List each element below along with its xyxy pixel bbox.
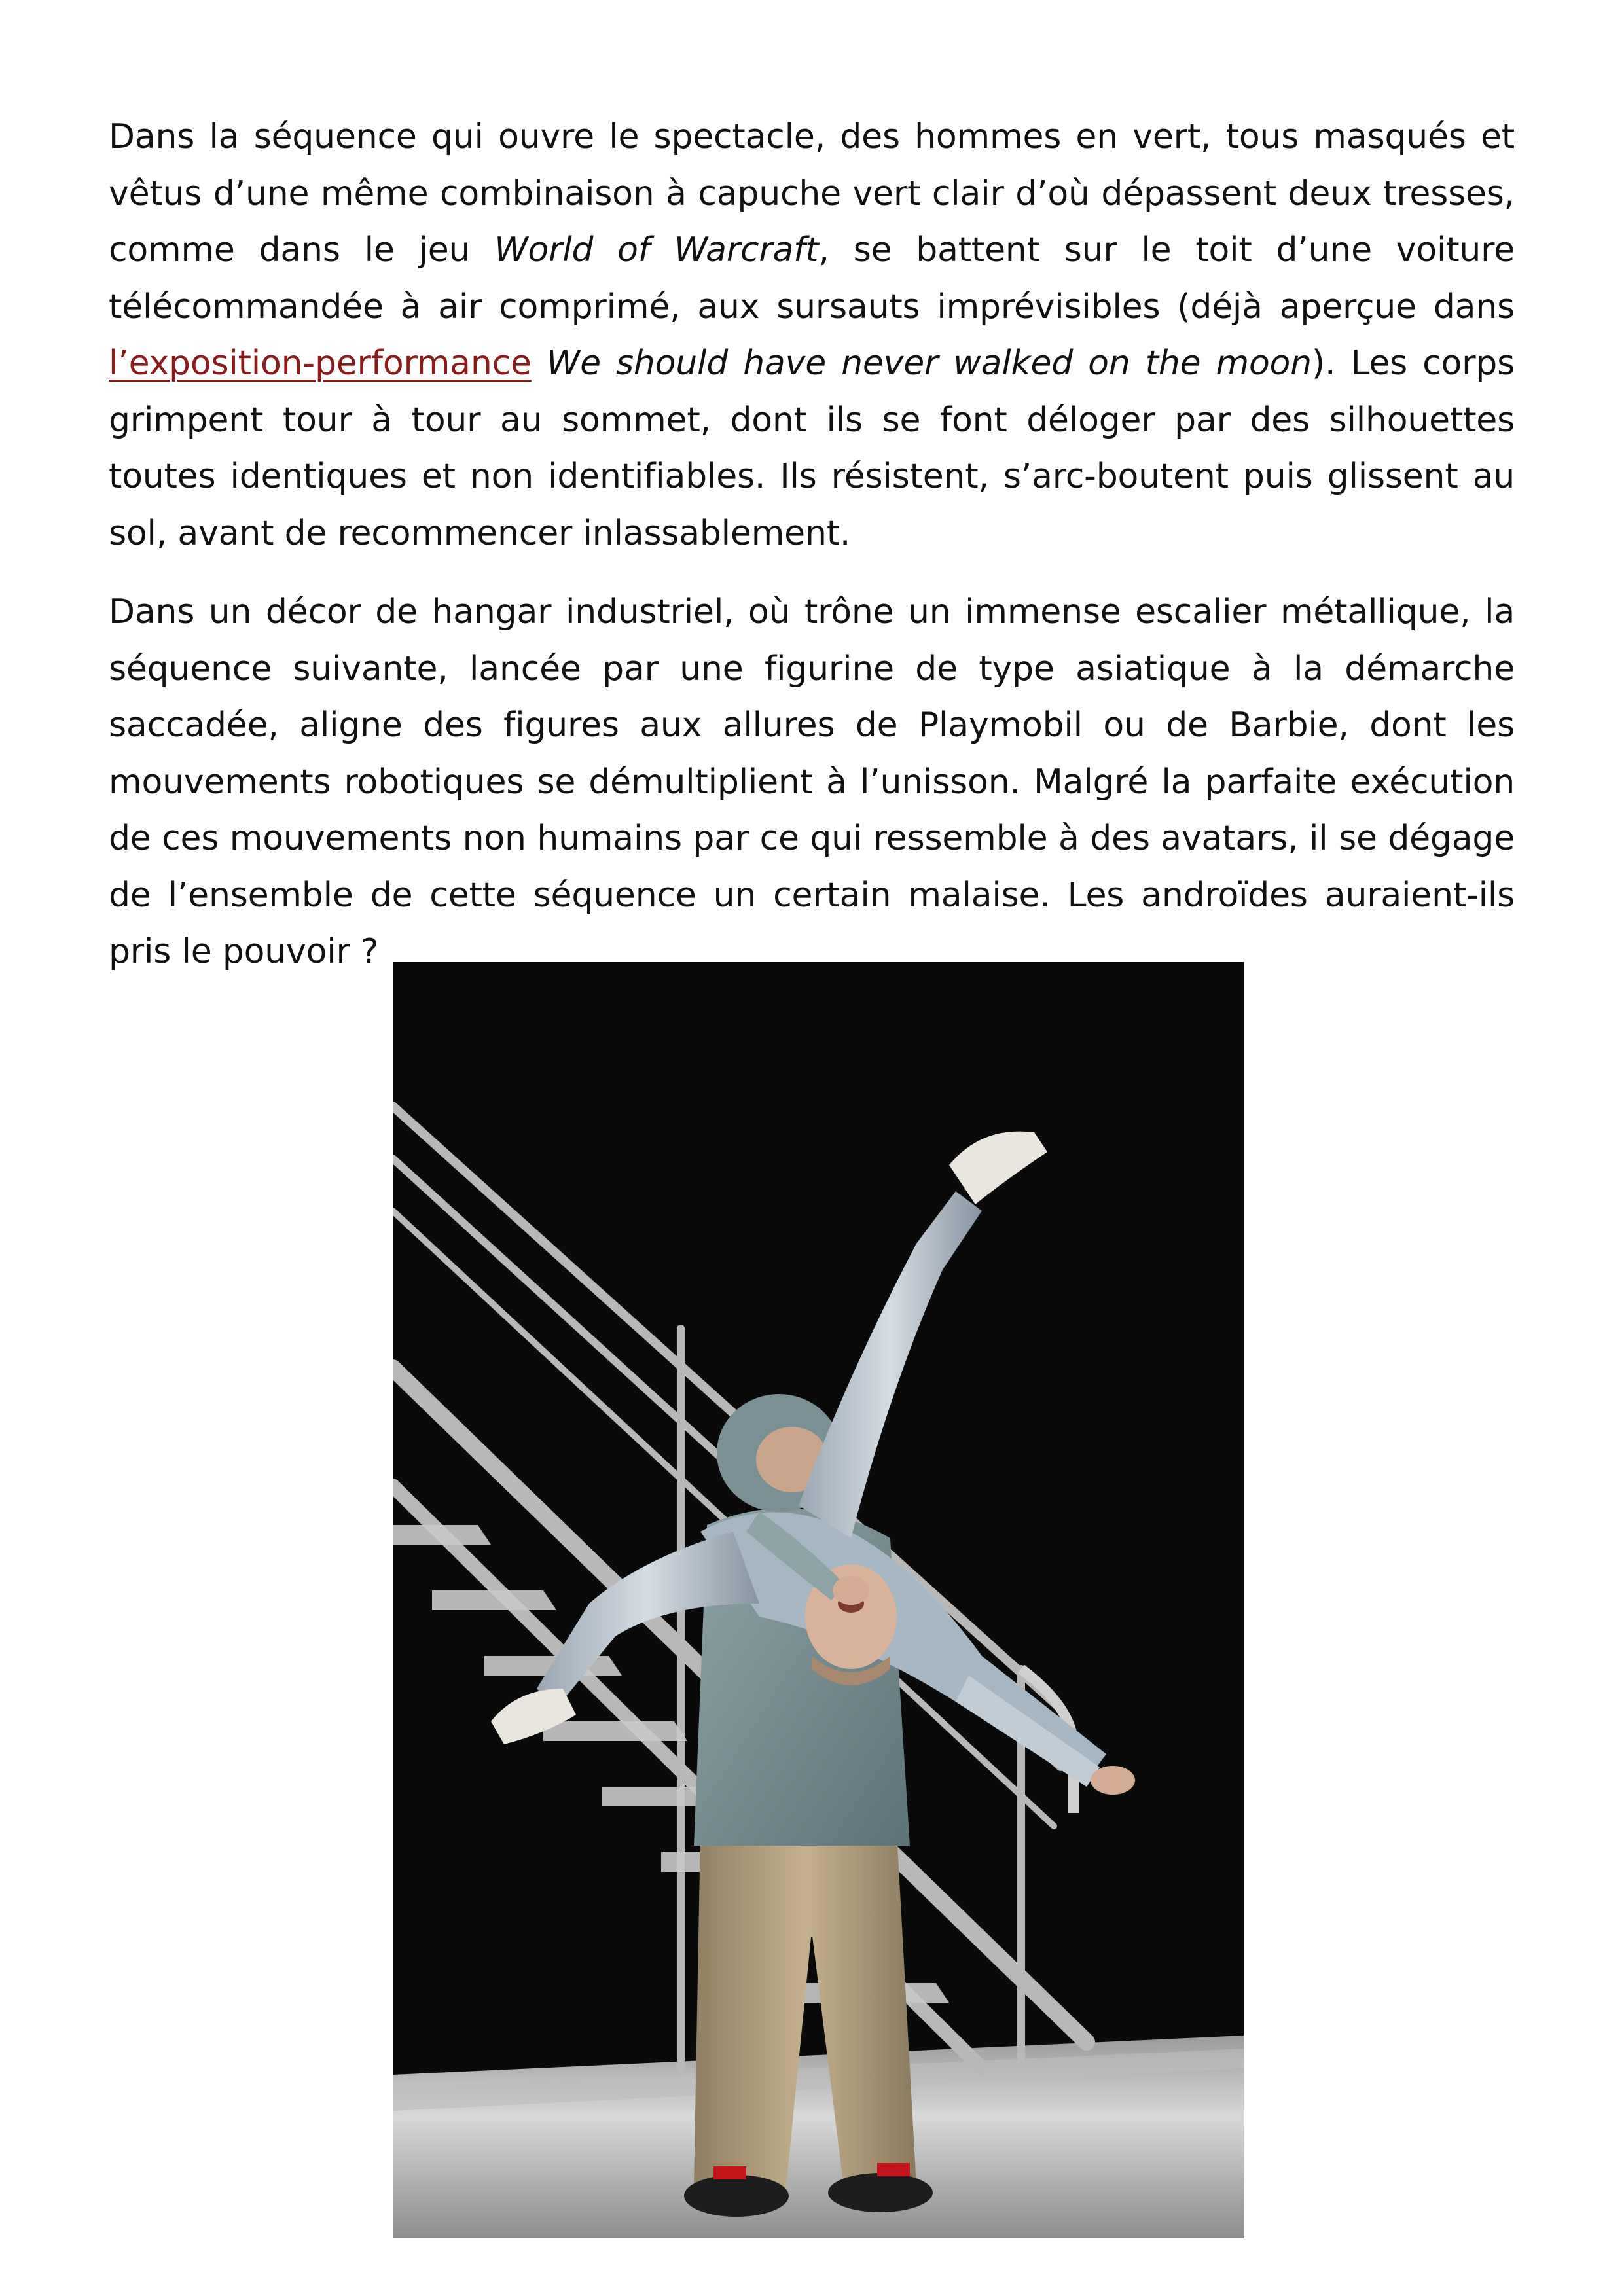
performance-photo	[393, 962, 1244, 2238]
performance-photo-illustration	[393, 962, 1244, 2238]
paragraph-1-text-c	[532, 344, 547, 383]
paragraph-1-text-d: ). Les corps grimpent tour à tour au sommet, dont ils se font déloger par des silhouettes toutes identiques et non identifiables. Ils résistent, s’arc-boutent puis glissent au sol, avant de recommencer inlassablement.	[109, 344, 1515, 553]
article-body	[109, 109, 1515, 980]
paragraph-1-text-a: Dans la séquence qui ouvre le spectacle, des hommes en vert, tous masqués et vêtus d’une même combinaison à capuche vert clair d’où dépassent deux tresses, comme dans le jeu	[109, 117, 1515, 270]
game-title: World of Warcraft	[494, 230, 819, 270]
paragraph-1	[109, 109, 1515, 562]
paragraph-2: Dans un décor de hangar industriel, où trône un immense escalier métallique, la séquence suivante, lancée par une figurine de type asiatique à la démarche saccadée, aligne des figures aux allures de Playmobil ou de Barbie, dont les mouvements robotiques se démultiplient à l’unisson. Malgré la parfaite exécution de ces mouvements non humains par ce qui ressemble à des avatars, il se dégage de l’ensemble de cette séquence un certain malaise. Les androïdes auraient-ils pris le pouvoir ?	[109, 592, 1515, 971]
exhibition-link[interactable]: l’exposition-performance	[109, 344, 532, 383]
performance-title: We should have never walked on the moon	[546, 344, 1312, 383]
paragraph-1-text-b: , se battent sur le toit d’une voiture télécommandée à air comprimé, aux sursauts imprévisibles (déjà aperçue dans	[109, 230, 1515, 327]
